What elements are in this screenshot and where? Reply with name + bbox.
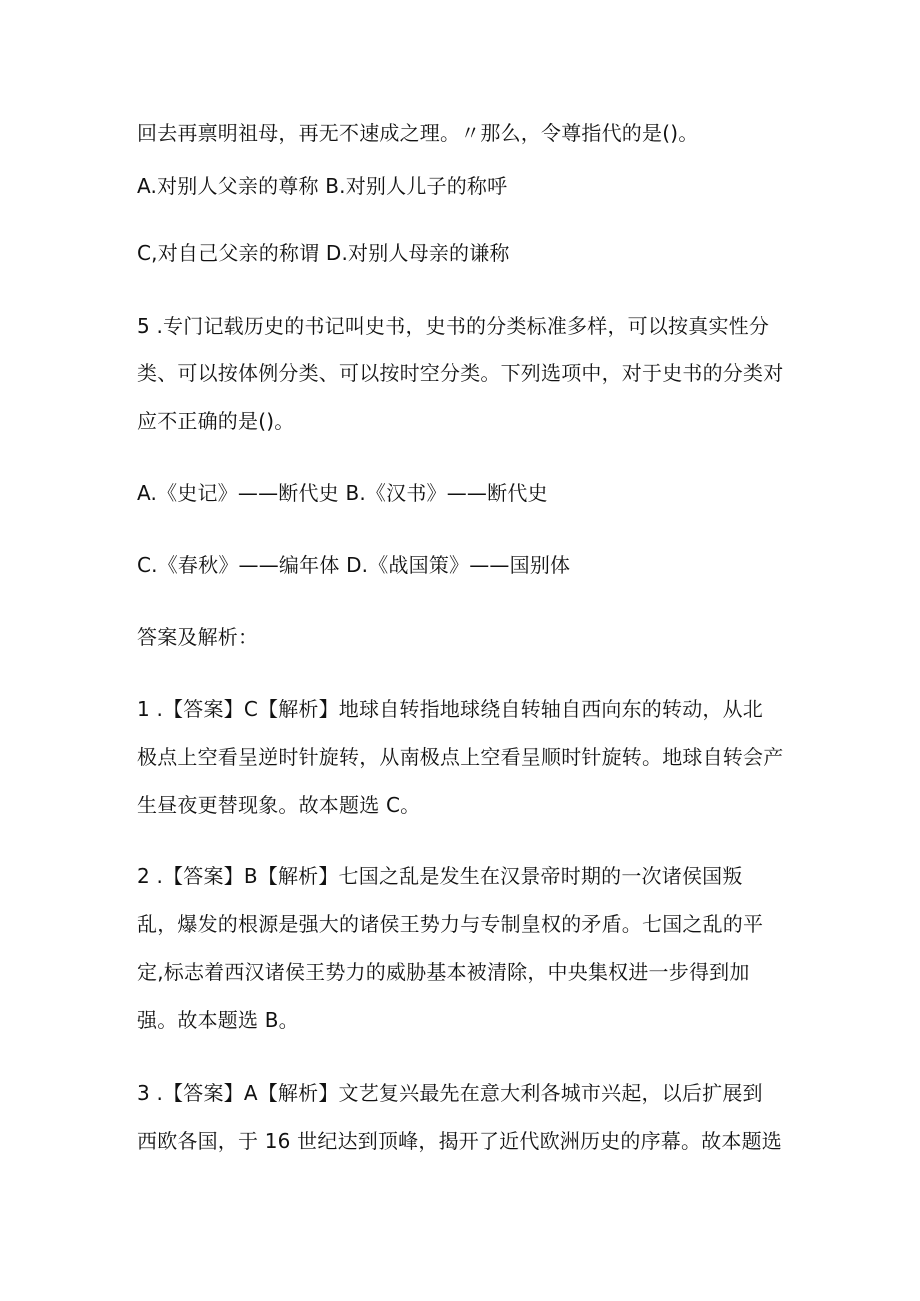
answer-3-line-1: 3 .【答案】A【解析】文艺复兴最先在意大利各城市兴起，以后扩展到 — [137, 1081, 763, 1105]
question-4-options-cd: C,对自己父亲的称谓 D.对别人母亲的谦称 — [137, 241, 510, 265]
answer-2-line-2: 乱，爆发的根源是强大的诸侯王势力与专制皇权的矛盾。七国之乱的平 — [137, 912, 764, 936]
answer-1-line-3: 生昼夜更替现象。故本题选 C。 — [137, 793, 421, 817]
answer-2-line-3: 定,标志着西汉诸侯王势力的威胁基本被清除，中央集权进一步得到加 — [137, 960, 750, 984]
question-5-text-line-2: 类、可以按体例分类、可以按时空分类。下列选项中，对于史书的分类对 — [137, 361, 784, 385]
answer-3-line-2: 西欧各国，于 16 世纪达到顶峰，揭开了近代欧洲历史的序幕。故本题选 — [137, 1129, 782, 1153]
question-4-text-line-1: 回去再禀明祖母，再无不速成之理。〃那么，令尊指代的是()。 — [137, 121, 699, 145]
answer-2-line-1: 2 .【答案】B【解析】七国之乱是发生在汉景帝时期的一次诸侯国叛 — [137, 864, 743, 888]
question-5-options-cd: C.《春秋》——编年体 D.《战国策》——国别体 — [137, 553, 571, 577]
question-5-text-line-1: 5 .专门记载历史的书记叫史书，史书的分类标准多样，可以按真实性分 — [137, 314, 770, 338]
answer-1-line-1: 1 .【答案】C【解析】地球自转指地球绕自转轴自西向东的转动，从北 — [137, 697, 764, 721]
question-5-options-ab: A.《史记》——断代史 B.《汉书》——断代史 — [137, 481, 548, 505]
answers-heading: 答案及解析： — [137, 625, 259, 649]
answer-1-line-2: 极点上空看呈逆时针旋转，从南极点上空看呈顺时针旋转。地球自转会产 — [137, 745, 784, 769]
answer-2-line-4: 强。故本题选 B。 — [137, 1008, 299, 1032]
question-5-text-line-3: 应不正确的是()。 — [137, 409, 295, 433]
question-4-options-ab: A.对别人父亲的尊称 B.对别人儿子的称呼 — [137, 174, 508, 198]
